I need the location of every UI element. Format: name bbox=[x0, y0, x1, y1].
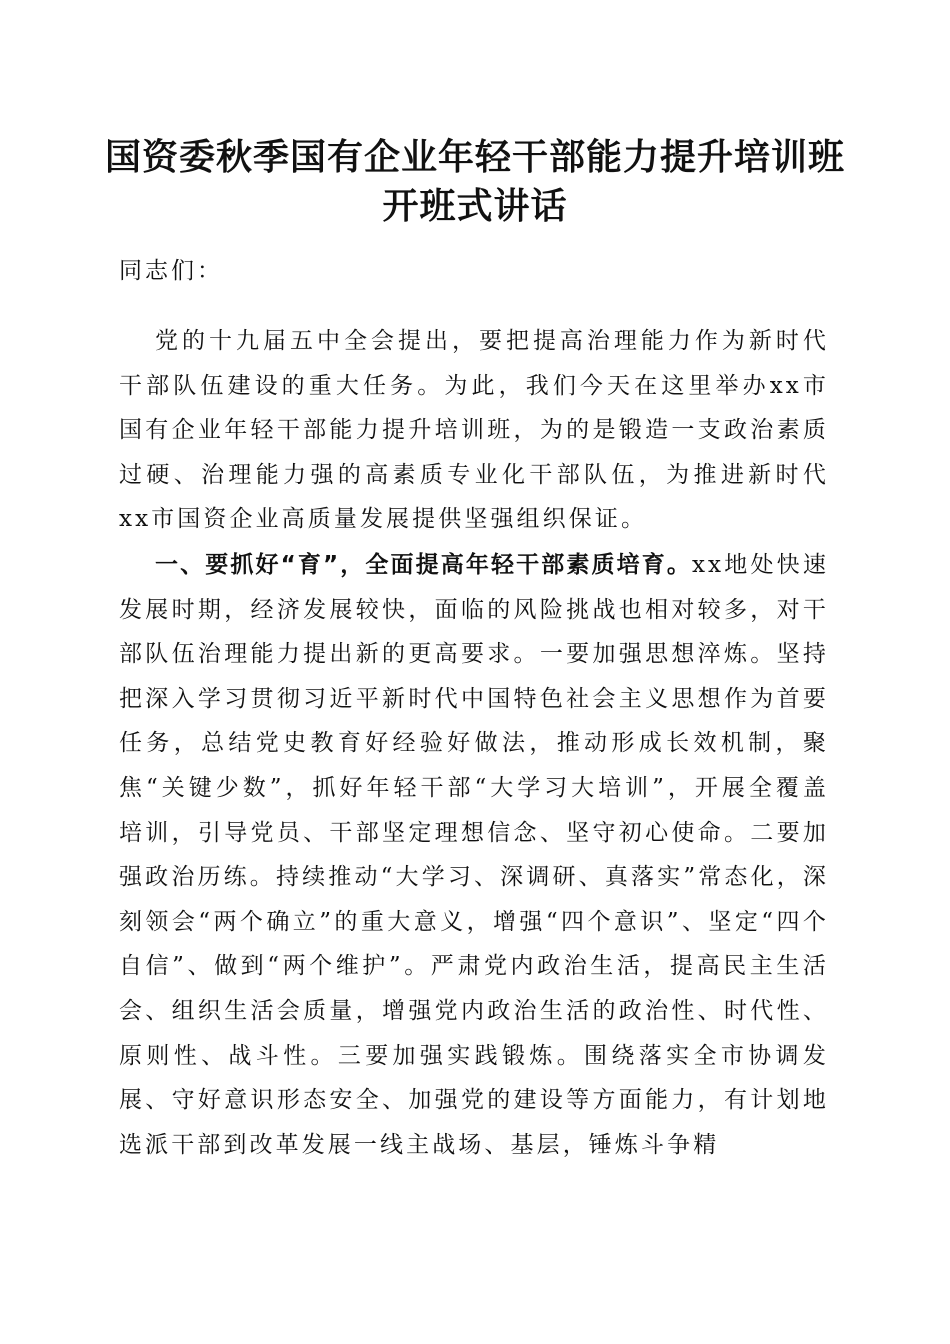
document-title-line-2: 开班式讲话 bbox=[382, 185, 568, 227]
paragraph-intro: 党的十九届五中全会提出，要把提高治理能力作为新时代干部队伍建设的重大任务。为此，我们今天在这里举办xx市国有企业年轻干部能力提升培训班，为的是锻造一支政治素质过硬、治理能力强的高素质专业化干部队伍，为推进新时代xx市国资企业高质量发展提供坚强组织保证。 bbox=[119, 328, 829, 533]
document-title-line-1: 国资委秋季国有企业年轻干部能力提升培训班 bbox=[104, 136, 845, 178]
salutation: 同志们： bbox=[119, 258, 223, 284]
section-1-heading: 一、要抓好“育”，全面提高年轻干部素质培育。 bbox=[155, 552, 692, 578]
paragraph-section-1 bbox=[119, 543, 829, 1167]
section-1-body: xx地处快速发展时期，经济发展较快，面临的风险挑战也相对较多，对干部队伍治理能力提出新的更高要求。一要加强思想淬炼。坚持把深入学习贯彻习近平新时代中国特色社会主义思想作为首要任务，总结党史教育好经验好做法，推动形成长效机制，聚焦“关键少数”，抓好年轻干部“大学习大培训”，开展全覆盖培训，引导党员、干部坚定理想信念、坚守初心使命。二要加强政治历练。持续推动“大学习、深调研、真落实”常态化，深刻领会“两个确立”的重大意义，增强“四个意识”、坚定“四个自信”、做到“两个维护”。严肃党内政治生活，提高民主生活会、组织生活会质量，增强党内政治生活的政治性、时代性、原则性、战斗性。三要加强实践锻炼。围绕落实全市协调发展、守好意识形态安全、加强党的建设等方面能力，有计划地选派干部到改革发展一线主战场、基层，锤炼斗争精 bbox=[119, 552, 830, 1158]
